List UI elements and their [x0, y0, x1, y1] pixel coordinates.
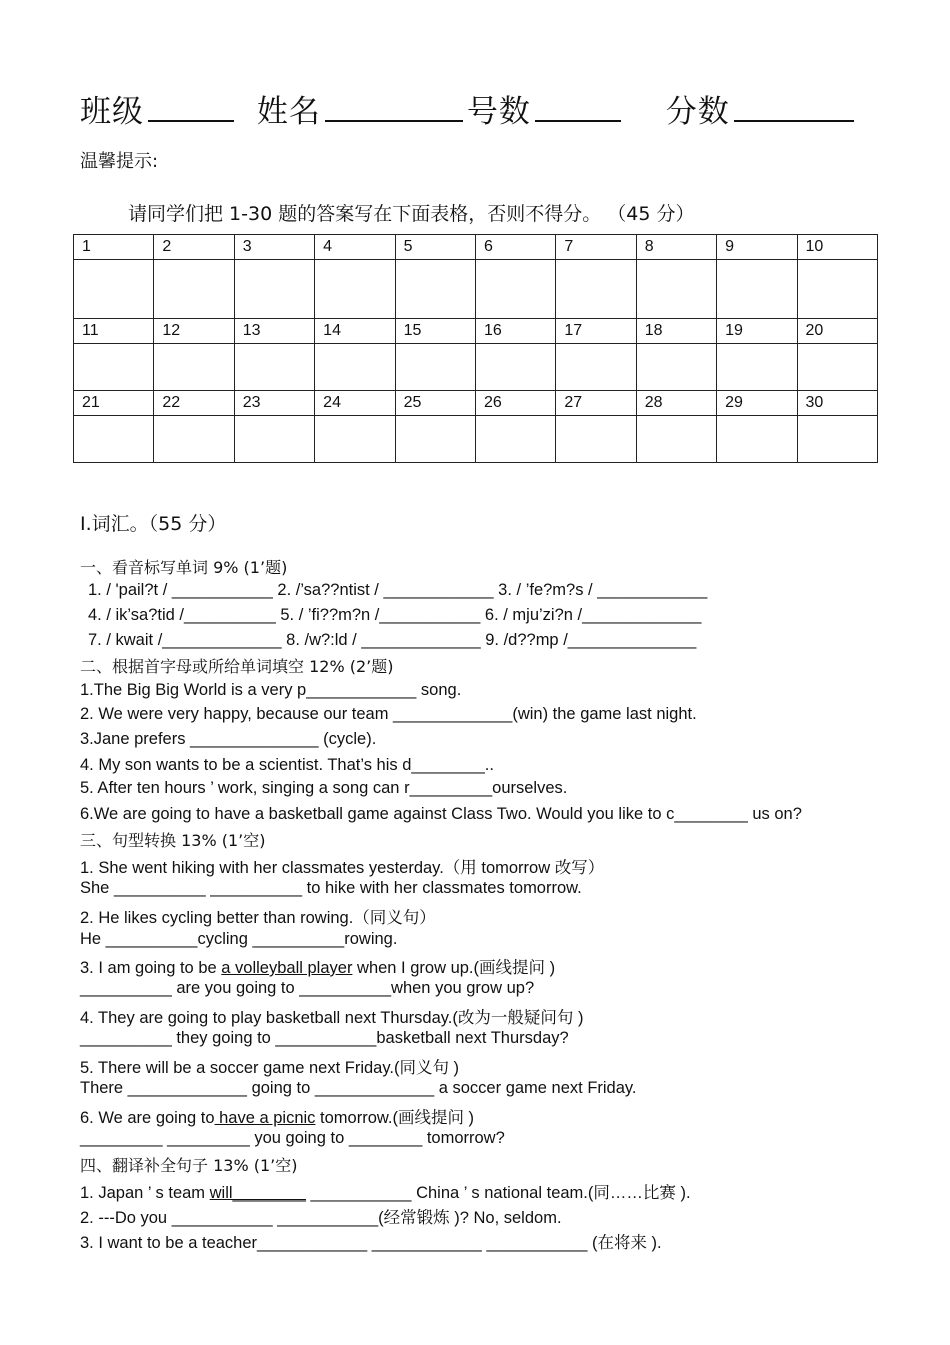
p4q1-underlined: will________ — [209, 1184, 306, 1202]
answer-cell[interactable] — [395, 260, 475, 319]
answer-cell[interactable] — [154, 344, 234, 391]
answer-cell[interactable] — [154, 416, 234, 463]
answer-cell[interactable] — [234, 344, 314, 391]
tip-label: 温馨提示: — [80, 151, 159, 172]
grid-num: 1 — [74, 235, 154, 260]
answer-cell[interactable] — [556, 416, 636, 463]
question-line: 6.We are going to have a basketball game against Class Two. Would you like to c________ us on? — [80, 805, 802, 823]
answer-cell[interactable] — [74, 416, 154, 463]
answer-cell[interactable] — [234, 260, 314, 319]
class-label: 班级 — [80, 94, 144, 130]
score-label: 分数 — [665, 94, 730, 130]
question-line: 2. We were very happy, because our team _____________(win) the game last night. — [80, 705, 697, 723]
number-label: 号数 — [466, 94, 531, 130]
answer-cell[interactable] — [636, 416, 716, 463]
question-line — [80, 1179, 691, 1203]
grid-num: 12 — [154, 319, 234, 344]
question-line: _________ _________ you going to ________ tomorrow? — [80, 1129, 505, 1147]
grid-num: 24 — [315, 391, 395, 416]
answer-cell[interactable] — [74, 260, 154, 319]
grid-num: 4 — [315, 235, 395, 260]
grid-number-row — [74, 235, 878, 260]
question-line: 5. There will be a soccer game next Friday.(同义句 ) — [80, 1059, 460, 1077]
score-blank[interactable] — [734, 92, 854, 122]
answer-cell[interactable] — [395, 416, 475, 463]
answer-cell[interactable] — [636, 260, 716, 319]
answer-cell[interactable] — [315, 260, 395, 319]
answer-cell[interactable] — [315, 416, 395, 463]
answer-cell[interactable] — [74, 344, 154, 391]
grid-num: 7 — [556, 235, 636, 260]
grid-num: 20 — [797, 319, 877, 344]
question-line: 2. He likes cycling better than rowing.（同义句） — [80, 909, 436, 927]
section-title: Ⅰ.词汇。（55 分） — [80, 513, 227, 535]
part3-title: 三、句型转换 13% (1’空) — [80, 831, 266, 850]
answer-cell[interactable] — [315, 344, 395, 391]
question-line: 4. They are going to play basketball next Thursday.(改为一般疑问句 ) — [80, 1009, 584, 1027]
grid-num: 5 — [395, 235, 475, 260]
question-line: __________ they going to ___________basketball next Thursday? — [80, 1029, 569, 1047]
grid-num: 3 — [234, 235, 314, 260]
question-line: __________ are you going to __________when you grow up? — [80, 979, 535, 997]
instruction-text: 请同学们把 1-30 题的答案写在下面表格，否则不得分。 （45 分） — [128, 203, 695, 225]
answer-cell[interactable] — [475, 260, 555, 319]
answer-cell[interactable] — [475, 344, 555, 391]
grid-answer-row — [74, 344, 878, 391]
q6-suffix: tomorrow.(画线提问 ) — [315, 1109, 475, 1127]
answer-cell[interactable] — [636, 344, 716, 391]
grid-num: 2 — [154, 235, 234, 260]
question-line: He __________cycling __________rowing. — [80, 930, 398, 948]
grid-answer-row — [74, 260, 878, 319]
grid-num: 15 — [395, 319, 475, 344]
grid-num: 30 — [797, 391, 877, 416]
question-line: 1. She went hiking with her classmates yesterday.（用 tomorrow 改写） — [80, 859, 605, 877]
grid-num: 27 — [556, 391, 636, 416]
grid-num: 18 — [636, 319, 716, 344]
grid-number-row — [74, 391, 878, 416]
grid-num: 23 — [234, 391, 314, 416]
answer-cell[interactable] — [797, 344, 877, 391]
grid-num: 25 — [395, 391, 475, 416]
question-line: 1. / 'pail?t / ___________ 2. /’sa??ntist / ____________ 3. / ’fe?m?s / ____________ — [88, 581, 708, 599]
part2-title: 二、根据首字母或所给单词填空 12% (2’题) — [80, 657, 394, 676]
answer-cell[interactable] — [556, 344, 636, 391]
grid-num: 17 — [556, 319, 636, 344]
question-line — [80, 1104, 474, 1128]
answer-cell[interactable] — [717, 344, 797, 391]
answer-cell[interactable] — [797, 416, 877, 463]
name-blank[interactable] — [325, 92, 463, 122]
question-line: 2. ---Do you ___________ ___________(经常锻炼 )? No, seldom. — [80, 1209, 562, 1227]
answer-cell[interactable] — [717, 260, 797, 319]
grid-num: 22 — [154, 391, 234, 416]
answer-grid — [73, 234, 878, 463]
q3-suffix: when I grow up.(画线提问 ) — [352, 959, 556, 977]
grid-num: 26 — [475, 391, 555, 416]
grid-num: 6 — [475, 235, 555, 260]
question-line: 4. My son wants to be a scientist. That’s his d________.. — [80, 756, 494, 774]
grid-num: 9 — [717, 235, 797, 260]
grid-num: 16 — [475, 319, 555, 344]
question-line — [80, 954, 555, 978]
answer-cell[interactable] — [395, 344, 475, 391]
answer-cell[interactable] — [154, 260, 234, 319]
question-line — [80, 1229, 662, 1253]
grid-num: 21 — [74, 391, 154, 416]
class-blank[interactable] — [148, 92, 234, 122]
header-row — [80, 86, 858, 131]
grid-num: 29 — [717, 391, 797, 416]
answer-cell[interactable] — [475, 416, 555, 463]
grid-num: 8 — [636, 235, 716, 260]
p4q1-suffix: ___________ China ’ s national team.(同……比赛 ). — [305, 1184, 691, 1202]
grid-num: 10 — [797, 235, 877, 260]
question-line: 4. / ik’sa?tid /__________ 5. / ’fi??m?n /___________ 6. / mju’zi?n /_____________ — [88, 606, 702, 624]
part1-title: 一、看音标写单词 9% (1’题) — [80, 558, 288, 577]
question-line: She __________ __________ to hike with her classmates tomorrow. — [80, 879, 582, 897]
p4q1-prefix: 1. Japan ’ s team — [80, 1184, 210, 1202]
grid-answer-row — [74, 416, 878, 463]
p4q3-blank: ____________ — [257, 1234, 368, 1252]
grid-num: 11 — [74, 319, 154, 344]
grid-num: 14 — [315, 319, 395, 344]
q3-underlined: a volleyball player — [221, 959, 353, 977]
q6-prefix: 6. We are going to — [80, 1109, 215, 1127]
question-line: 3.Jane prefers ______________ (cycle). — [80, 730, 377, 748]
q6-underlined: have a picnic — [214, 1109, 316, 1127]
p4q3-suffix: ____________ ___________ (在将来 ). — [367, 1234, 662, 1252]
question-line: 7. / kwait /_____________ 8. /w?:ld / _____________ 9. /d??mp /______________ — [88, 631, 697, 649]
question-line: There _____________ going to _____________ a soccer game next Friday. — [80, 1079, 637, 1097]
answer-cell[interactable] — [797, 260, 877, 319]
answer-cell[interactable] — [234, 416, 314, 463]
answer-cell[interactable] — [717, 416, 797, 463]
p4q3-prefix: 3. I want to be a teacher — [80, 1234, 258, 1252]
answer-cell[interactable] — [556, 260, 636, 319]
question-line: 1.The Big Big World is a very p____________ song. — [80, 681, 462, 699]
part4-title: 四、翻译补全句子 13% (1’空) — [80, 1156, 298, 1175]
number-blank[interactable] — [535, 92, 621, 122]
grid-number-row — [74, 319, 878, 344]
q3-prefix: 3. I am going to be — [80, 959, 217, 977]
grid-num: 19 — [717, 319, 797, 344]
grid-num: 28 — [636, 391, 716, 416]
grid-num: 13 — [234, 319, 314, 344]
question-line: 5. After ten hours ’ work, singing a song can r_________ourselves. — [80, 779, 568, 797]
name-label: 姓名 — [256, 94, 321, 130]
